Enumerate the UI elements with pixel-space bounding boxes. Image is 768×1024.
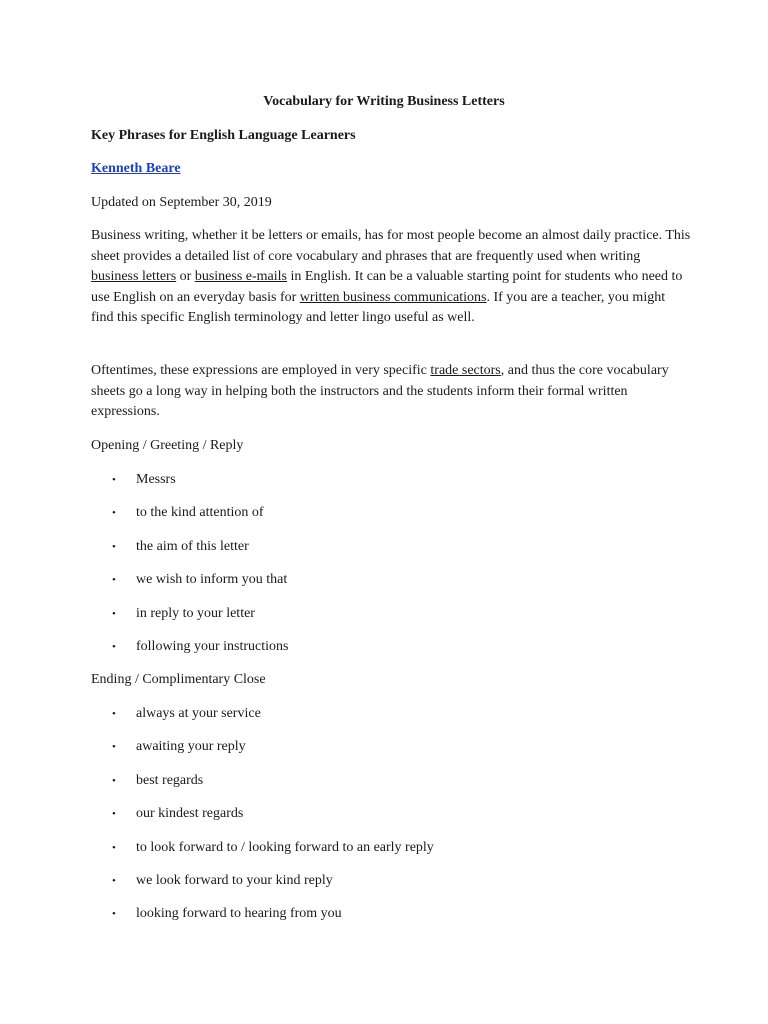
bullet-icon: • [112, 774, 116, 787]
bullet-icon: • [112, 507, 116, 520]
document-subtitle: Key Phrases for English Language Learners [91, 128, 356, 143]
bullet-icon: • [112, 540, 116, 553]
trade-sectors-link[interactable]: trade sectors [430, 363, 501, 378]
section-heading-ending: Ending / Complimentary Close [91, 672, 266, 687]
list-item [0, 704, 768, 737]
list-item [0, 503, 768, 536]
business-letters-link[interactable]: business letters [91, 269, 177, 284]
list-item [0, 570, 768, 603]
paragraph-text: or [176, 269, 195, 284]
list-item [0, 737, 768, 770]
list-item [0, 904, 768, 937]
bullet-icon: • [112, 908, 116, 921]
list-item [0, 637, 768, 670]
intro-paragraph [91, 226, 691, 329]
bullet-icon: • [112, 874, 116, 887]
bullet-icon: • [112, 741, 116, 754]
paragraph-text: in English. It can be a valuable starting point for students who need to use English on an everyday basis for [91, 269, 683, 305]
bullet-icon: • [112, 808, 116, 821]
list-item-text: awaiting your reply [136, 739, 246, 755]
list-item-text: we look forward to your kind reply [136, 872, 333, 888]
bullet-icon: • [112, 574, 116, 587]
list-item [0, 470, 768, 503]
business-emails-link[interactable]: business e-mails [194, 269, 287, 284]
list-item-text: we wish to inform you that [136, 572, 288, 588]
list-item [0, 871, 768, 904]
list-item [0, 537, 768, 570]
list-item-text: our kindest regards [136, 806, 244, 822]
list-item-text: to look forward to / looking forward to an early reply [136, 839, 434, 855]
author-link[interactable]: Kenneth Beare [91, 161, 181, 176]
ending-phrases-list [0, 704, 768, 938]
second-paragraph [91, 361, 691, 423]
bullet-icon: • [112, 841, 116, 854]
list-item-text: looking forward to hearing from you [136, 906, 342, 922]
document-title: Vocabulary for Writing Business Letters [263, 94, 505, 109]
paragraph-text: , and thus the core vocabulary sheets go a long way in helping both the instructors and the students inform their formal written expressions. [91, 363, 669, 419]
list-item-text: to the kind attention of [136, 505, 264, 521]
section-heading-opening: Opening / Greeting / Reply [91, 438, 244, 453]
list-item [0, 604, 768, 637]
paragraph-text: Business writing, whether it be letters or emails, has for most people become an almost daily practice. This sheet provides a detailed list of core vocabulary and phrases that are frequently used when writing [91, 228, 691, 264]
bullet-icon: • [112, 708, 116, 720]
list-item [0, 771, 768, 804]
list-item [0, 804, 768, 837]
bullet-icon: • [112, 607, 116, 620]
paragraph-text: Oftentimes, these expressions are employed in very specific [91, 363, 431, 378]
list-item-text: in reply to your letter [136, 605, 255, 621]
bullet-icon: • [112, 474, 116, 486]
list-item-text: always at your service [136, 706, 261, 721]
list-item-text: Messrs [136, 472, 176, 487]
paragraph-text: . If you are a teacher, you might find this specific English terminology and letter lingo useful as well. [91, 289, 666, 325]
list-item-text: the aim of this letter [136, 538, 249, 554]
list-item-text: best regards [136, 772, 204, 788]
updated-date: Updated on September 30, 2019 [91, 195, 272, 210]
bullet-icon: • [112, 640, 116, 653]
list-item-text: following your instructions [136, 638, 289, 654]
written-business-communications-link[interactable]: written business communications [299, 289, 487, 305]
list-item [0, 838, 768, 871]
opening-phrases-list [0, 470, 768, 670]
